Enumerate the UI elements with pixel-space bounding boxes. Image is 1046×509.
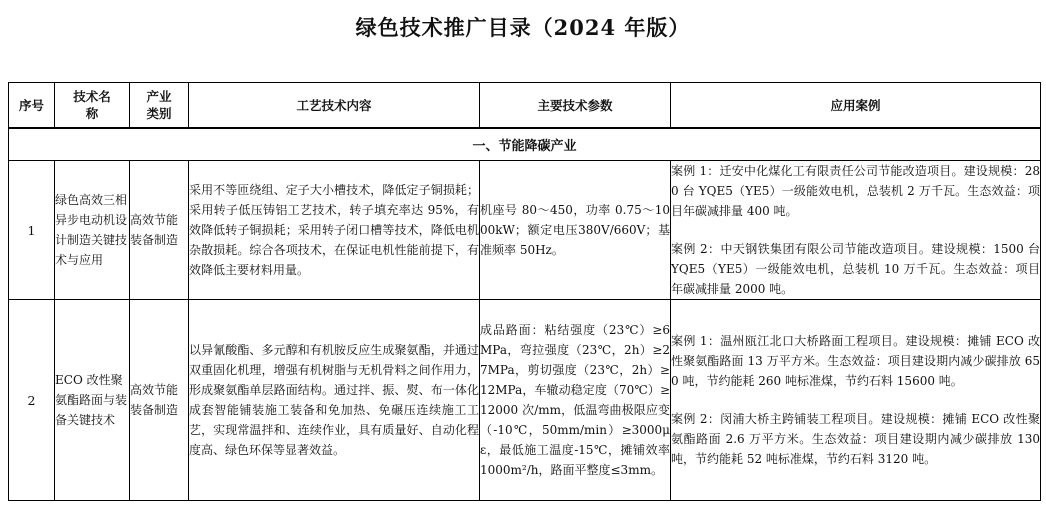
case-text: 闵浦大桥主跨铺装工程项目。建设规模：摊铺 ECO 改性聚氨酯路面 2.6 万平方米。生态效益：项目建设期内减少碳排放 130 吨，节约能耗 52 吨标准煤，节约石料 3120 吨。 — [671, 412, 1040, 466]
case-label: 案例 2： — [671, 412, 721, 426]
row-cases — [671, 300, 1041, 501]
row-no: 2 — [9, 300, 55, 501]
section-row — [9, 128, 1041, 161]
header-cases: 应用案例 — [671, 83, 1041, 129]
table-row — [9, 300, 1041, 501]
header-no: 序号 — [9, 83, 55, 129]
row-tech-name: ECO 改性聚氨酯路面与装备关键技术 — [55, 300, 130, 501]
case-text: 中天钢铁集团有限公司节能改造项目。建设规模：1500 台 YQE5（YE5）一级能效电机，总装机 10 万千瓦。生态效益：项目年碳减排量 2000 吨。 — [671, 242, 1040, 296]
row-cases — [671, 161, 1041, 300]
row-category: 高效节能装备制造 — [130, 300, 189, 501]
table-header-row — [9, 83, 1041, 129]
case-label: 案例 1： — [671, 164, 720, 178]
header-process: 工艺技术内容 — [189, 83, 480, 129]
header-params: 主要技术参数 — [480, 83, 671, 129]
header-tech-name: 技术名称 — [55, 83, 130, 129]
technology-catalog-table — [8, 82, 1041, 501]
header-category: 产业类别 — [130, 83, 189, 129]
row-tech-name: 绿色高效三相异步电动机设计制造关键技术与应用 — [55, 161, 130, 300]
row-process: 以异氰酸酯、多元醇和有机胺反应生成聚氨酯，并通过双重固化机理，增强有机树脂与无机骨料之间作用力，形成聚氨酯单层路面结构。通过拌、振、熨、布一体化成套智能铺装施工装备和免加热、免碾压连续施工工艺，实现常温拌和、连续作业，具有质量好、自动化程度高、绿色环保等显著效益。 — [189, 300, 480, 501]
row-params: 成品路面：粘结强度（23℃）≥6MPa，弯拉强度（23℃，2h）≥27MPa，剪切强度（23℃，2h）≥12MPa，车辙动稳定度（70℃）≥12000 次/mm，低温弯曲极限应变（-10℃，50mm/min）≥3000με，最低施工温度-15℃，摊铺效率 1000m²/h，路面平整度≤3mm。 — [480, 300, 671, 501]
row-params: 机座号 80～450，功率 0.75～1000kW；额定电压380V/660V；基准频率 50Hz。 — [480, 161, 671, 300]
case-label: 案例 1： — [671, 334, 721, 348]
case-item — [671, 239, 1040, 299]
case-item — [671, 409, 1040, 469]
section-title: 一、节能降碳产业 — [9, 128, 1041, 161]
row-process: 采用不等匝绕组、定子大小槽技术，降低定子铜损耗；采用转子低压铸铝工艺技术，转子填充率达 95%，有效降低转子铜损耗；采用转子闭口槽等技术，降低电机杂散损耗。综合各项技术，在保证电机性能前提下，有效降低主要材料用量。 — [189, 161, 480, 300]
case-item — [671, 161, 1040, 221]
page-title: 绿色技术推广目录（2024 年版） — [355, 15, 691, 40]
case-text: 迁安中化煤化工有限责任公司节能改造项目。建设规模：280 台 YQE5（YE5）一级能效电机，总装机 2 万千瓦。生态效益：项目年碳减排量 400 吨。 — [671, 164, 1040, 218]
case-item — [671, 331, 1040, 391]
row-no: 1 — [9, 161, 55, 300]
row-category: 高效节能装备制造 — [130, 161, 189, 300]
case-text: 温州瓯江北口大桥路面工程项目。建设规模：摊铺 ECO 改性聚氨酯路面 13 万平方米。生态效益：项目建设期内减少碳排放 650 吨，节约能耗 260 吨标准煤，节约石料 15600 吨。 — [671, 334, 1040, 388]
table-row — [9, 161, 1041, 300]
case-label: 案例 2： — [671, 242, 721, 256]
